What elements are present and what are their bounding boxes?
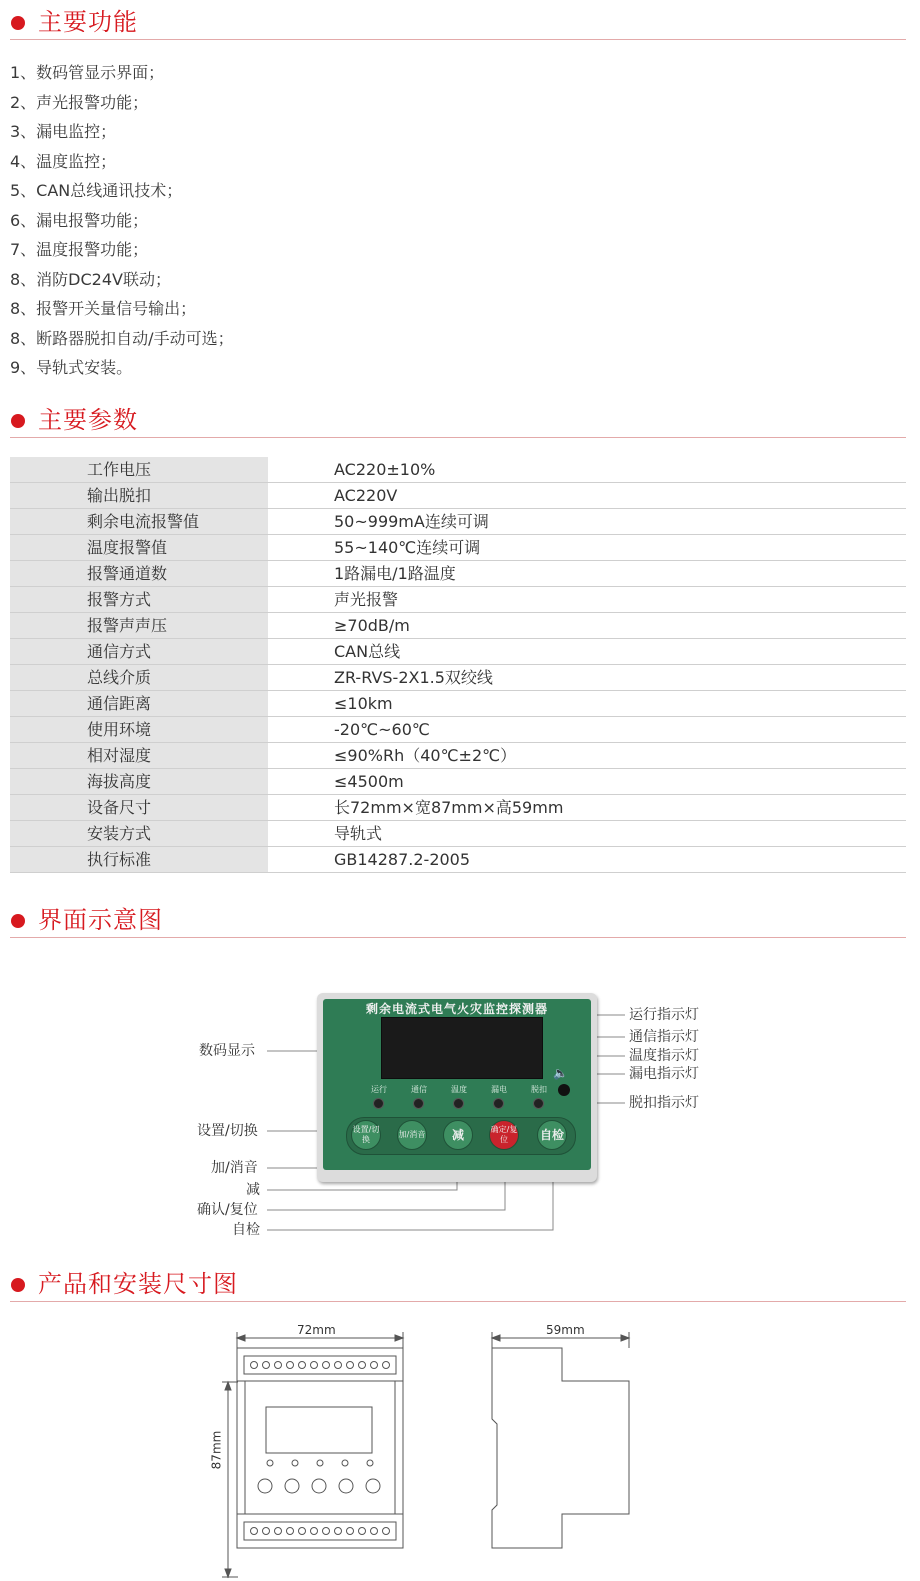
feature-item: 7、温度报警功能； (10, 240, 149, 259)
front-width-label: 72mm (297, 1323, 336, 1337)
label-set-switch: 设置/切换 (197, 1123, 258, 1139)
feature-item: 8、消防DC24V联动； (10, 269, 171, 289)
param-value: 1路漏电/1路温度 (268, 561, 906, 587)
feature-item: 9、导轨式安装。 (10, 358, 133, 377)
label-confirm-reset: 确认/复位 (197, 1202, 258, 1218)
confirm-reset-button[interactable]: 确定/复位 (489, 1120, 519, 1150)
label-selftest: 自检 (232, 1222, 260, 1238)
subtract-button[interactable]: 减 (443, 1120, 473, 1150)
param-value: 导轨式 (268, 821, 906, 847)
param-value: ≤90%Rh（40℃±2℃） (268, 743, 906, 769)
label-display: 数码显示 (199, 1043, 255, 1059)
led-label-temp: 温度 (451, 1085, 467, 1094)
side-depth-label: 59mm (546, 1323, 585, 1337)
param-value: CAN总线 (268, 639, 906, 665)
param-key: 海拔高度 (10, 769, 268, 795)
param-key: 设备尺寸 (10, 795, 268, 821)
label-add-mute: 加/消音 (211, 1160, 258, 1176)
label-leak-led: 漏电指示灯 (629, 1066, 699, 1082)
features-title: 主要功能 (38, 8, 138, 36)
param-key: 使用环境 (10, 717, 268, 743)
feature-item: 8、报警开关量信号输出； (10, 299, 197, 318)
set-switch-button[interactable]: 设置/切换 (351, 1120, 381, 1150)
feature-item: 2、声光报警功能； (10, 92, 149, 112)
param-key: 报警声声压 (10, 613, 268, 639)
feature-item: 5、CAN总线通讯技术； (10, 181, 183, 200)
param-key: 通信方式 (10, 639, 268, 665)
param-key: 输出脱扣 (10, 483, 268, 509)
led-label-run: 运行 (371, 1085, 387, 1094)
front-height-label: 87mm (209, 1430, 224, 1470)
param-key: 温度报警值 (10, 535, 268, 561)
param-key: 报警通道数 (10, 561, 268, 587)
param-value: ZR-RVS-2X1.5双绞线 (268, 665, 906, 691)
feature-item: 1、数码管显示界面； (10, 63, 165, 82)
feature-item: 4、温度监控； (10, 151, 117, 171)
param-key: 剩余电流报警值 (10, 509, 268, 535)
param-key: 执行标准 (10, 847, 268, 873)
label-subtract: 减 (246, 1182, 260, 1198)
param-value: ≤4500m (268, 769, 906, 795)
device-title: 剩余电流式电气火灾监控探测器 (365, 1002, 548, 1016)
label-comm-led: 通信指示灯 (629, 1029, 699, 1045)
param-value: ≥70dB/m (268, 613, 906, 639)
param-value: 长72mm×宽87mm×高59mm (268, 795, 906, 821)
label-trip-led: 脱扣指示灯 (629, 1095, 699, 1111)
param-value: 声光报警 (268, 587, 906, 613)
params-title: 主要参数 (38, 406, 138, 434)
param-key: 报警方式 (10, 587, 268, 613)
speaker-icon: 🔈 (553, 1066, 568, 1080)
param-key: 安装方式 (10, 821, 268, 847)
param-value: -20℃~60℃ (268, 717, 906, 743)
led-label-trip: 脱扣 (531, 1085, 547, 1094)
label-temp-led: 温度指示灯 (629, 1048, 699, 1064)
param-key: 工作电压 (10, 457, 268, 483)
dimensions-title: 产品和安装尺寸图 (38, 1270, 238, 1298)
param-value: AC220±10% (268, 457, 906, 483)
feature-item: 6、漏电报警功能； (10, 210, 149, 230)
param-value: 55~140℃连续可调 (268, 535, 906, 561)
param-value: 50~999mA连续可调 (268, 509, 906, 535)
param-key: 总线介质 (10, 665, 268, 691)
feature-item: 8、断路器脱扣自动/手动可选； (10, 328, 234, 348)
param-value: ≤10km (268, 691, 906, 717)
led-label-comm: 通信 (411, 1085, 427, 1094)
param-value: AC220V (268, 483, 906, 509)
param-key: 相对湿度 (10, 743, 268, 769)
selftest-button[interactable]: 自检 (537, 1120, 567, 1150)
feature-item: 3、漏电监控； (10, 122, 117, 141)
led-label-leak: 漏电 (491, 1085, 507, 1094)
label-run-led: 运行指示灯 (629, 1007, 699, 1023)
add-mute-button[interactable]: 加/消音 (397, 1120, 427, 1150)
param-value: GB14287.2-2005 (268, 847, 906, 873)
interface-title: 界面示意图 (38, 906, 163, 934)
param-key: 通信距离 (10, 691, 268, 717)
